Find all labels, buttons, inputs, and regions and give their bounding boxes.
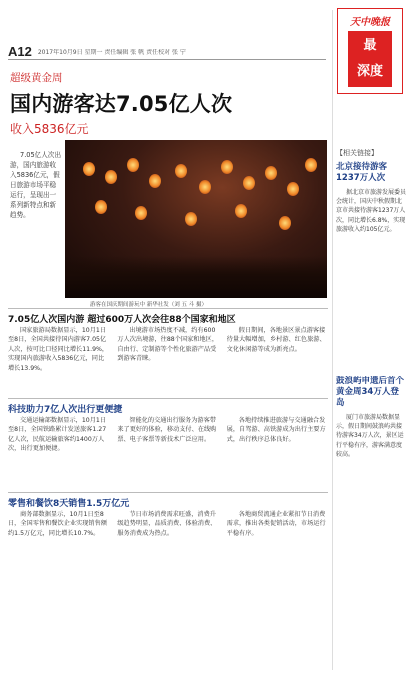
related-title-gulangyu: 鼓浪屿申遗后首个黄金周34万人登岛 (336, 376, 405, 408)
intro-text: 7.05亿人次出游，国内旅游收入5836亿元，假日旅游市场平稳运行，呈现出一系列新特点和新趋势。 (10, 151, 62, 219)
section-title-domestic-travel: 7.05亿人次国内游 超过600万人次会往88个国家和地区 (8, 315, 236, 325)
section2-col1: 交通运输部数据显示，10月1日至8日，全国铁路累计发送旅客1.27亿人次，民航运输旅客约1400万人次，出行更加便捷。 (8, 417, 107, 453)
related-title-beijing: 北京接待游客1237万人次 (336, 162, 388, 183)
lantern-photo (65, 140, 327, 298)
section2-col2: 智能化的交通出行服务为游客带来了更好的体验，移动支付、在线购票、电子客票等新技术广泛应用。 (117, 417, 217, 443)
newspaper-logo: 天中晚报 (350, 17, 390, 28)
section-banner (337, 8, 403, 94)
section1-body (8, 326, 328, 396)
section3-col1: 商务部数据显示，10月1日至8日，全国零售和餐饮企业实现销售额约1.5万亿元，同比增长10.7%。 (8, 511, 107, 537)
headline: 国内游客达7.05亿人次 (10, 92, 233, 116)
section1-col2: 出境游市场热度不减，约有600万人次出境游，往88个国家和地区，自由行、定制游等个性化旅游产品受到游客青睐。 (117, 327, 219, 363)
divider (8, 492, 328, 493)
section3-col2: 节日市场消费需求旺盛，消费升级趋势明显，品质消费、体验消费、服务消费成为热点。 (117, 511, 217, 537)
section2-body (8, 416, 328, 488)
section3-col3: 各地商贸流通企业紧扣节日消费需求，推出各类促销活动，市场运行平稳有序。 (226, 511, 326, 537)
kicker: 超级黄金周 (10, 72, 63, 84)
photo-caption: 游客在国庆期间游玩中 新华社发（刘 五 斗 摄） (90, 302, 207, 308)
related-block-gulangyu (336, 376, 406, 676)
column-divider (332, 10, 333, 670)
section-title-transport: 科技助力7亿人次出行更便捷 (8, 405, 123, 415)
related-block-beijing (336, 148, 406, 370)
section-tag-line2: 深度 (356, 64, 383, 79)
section-title-retail: 零售和餐饮8天销售1.5万亿元 (8, 499, 130, 509)
page-header (8, 44, 326, 60)
related-tag: 【相关链接】 (336, 149, 378, 157)
section1-col1: 国家旅游局数据显示，10月1日至8日，全国共接待国内游客7.05亿人次，按可比口径同比增长11.9%，实现国内旅游收入5836亿元，同比增长13.9%。 (8, 327, 109, 372)
divider (8, 398, 328, 399)
header-meta: 2017年10月9日 星期一 责任编辑 张 帆 责任校对 张 宁 (37, 49, 186, 56)
section3-body (8, 510, 328, 670)
subheadline: 收入5836亿元 (10, 122, 89, 136)
intro-column (10, 150, 62, 220)
section-tag-line1: 最 (363, 38, 377, 53)
section-tag (348, 31, 392, 87)
related-text-beijing: 据北京市旅游发展委员会统计，国庆中秋假期北京市共接待游客1237万人次，同比增长6.8%，实现旅游收入约105亿元。 (336, 189, 406, 233)
related-text-gulangyu: 厦门市旅游局数据显示，假日期间鼓浪屿共接待游客34万人次，景区运行平稳有序，游客满意度较高。 (336, 414, 404, 458)
page-number: A12 (8, 44, 32, 59)
section1-col3: 假日期间，各地景区景点游客接待量大幅增加，乡村游、红色旅游、文化休闲游等成为新亮点。 (226, 327, 326, 353)
divider (8, 308, 328, 309)
section2-col3: 各地持续推进旅游与交通融合发展，自驾游、高铁游成为出行主要方式，出行秩序总体良好。 (226, 417, 326, 443)
